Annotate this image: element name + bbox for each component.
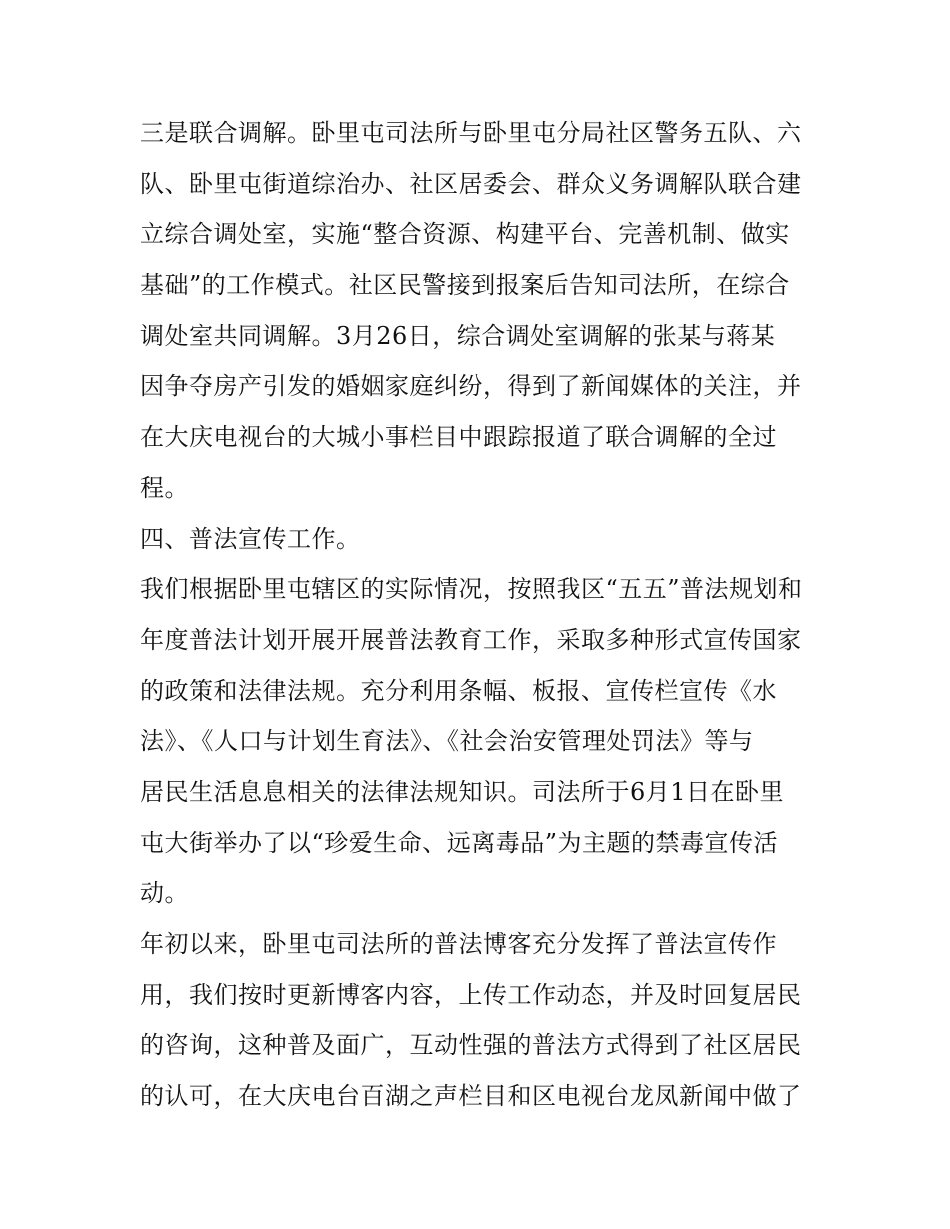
text-line: 法》、《人口与计划生育法》、《社会治安管理处罚法》等与 [140,727,754,756]
text-line: 的政策和法律法规。充分利用条幅、板报、宣传栏宣传《水 [140,676,777,705]
text-line: 年度普法计划开展开展普法教育工作，采取多种形式宣传国家 [140,625,802,654]
text-line: 三是联合调解。卧里屯司法所与卧里屯分局社区警务五队、六 [140,119,802,147]
text-line: 基础”的工作模式。社区民警接到报案后告知司法所，在综合 [140,271,790,300]
text-line: 立综合调处室，实施“整合资源、构建平台、完善机制、做实 [140,220,790,249]
text-line: 动。 [140,879,189,908]
text-line: 因争夺房产引发的婚姻家庭纠纷，得到了新闻媒体的关注，并 [140,372,802,401]
text-line: 的咨询，这种普及面广，互动性强的普法方式得到了社区居民 [140,1031,802,1060]
section-heading: 四、普法宣传工作。 [140,524,361,553]
text-line: 屯大街举办了以“珍爱生命、远离毒品”为主题的禁毒宣传活 [140,828,779,857]
text-line: 的认可，在大庆电台百湖之声栏目和区电视台龙凤新闻中做了 [140,1082,802,1111]
text-line: 居民生活息息相关的法律法规知识。司法所于6月1日在卧里 [140,777,785,806]
document-body [140,108,820,1122]
text-line: 年初以来，卧里屯司法所的普法博客充分发挥了普法宣传作 [140,930,777,958]
text-line: 程。 [140,473,189,502]
text-line: 用，我们按时更新博客内容，上传工作动态，并及时回复居民 [140,980,802,1009]
text-line: 我们根据卧里屯辖区的实际情况，按照我区“五五”普法规划和 [140,575,803,604]
text-line: 队、卧里屯街道综治办、社区居委会、群众义务调解队联合建 [140,169,802,198]
text-line: 在大庆电视台的大城小事栏目中跟踪报道了联合调解的全过 [140,423,777,452]
text-line: 调处室共同调解。3月26日，综合调处室调解的张某与蒋某 [140,321,776,350]
